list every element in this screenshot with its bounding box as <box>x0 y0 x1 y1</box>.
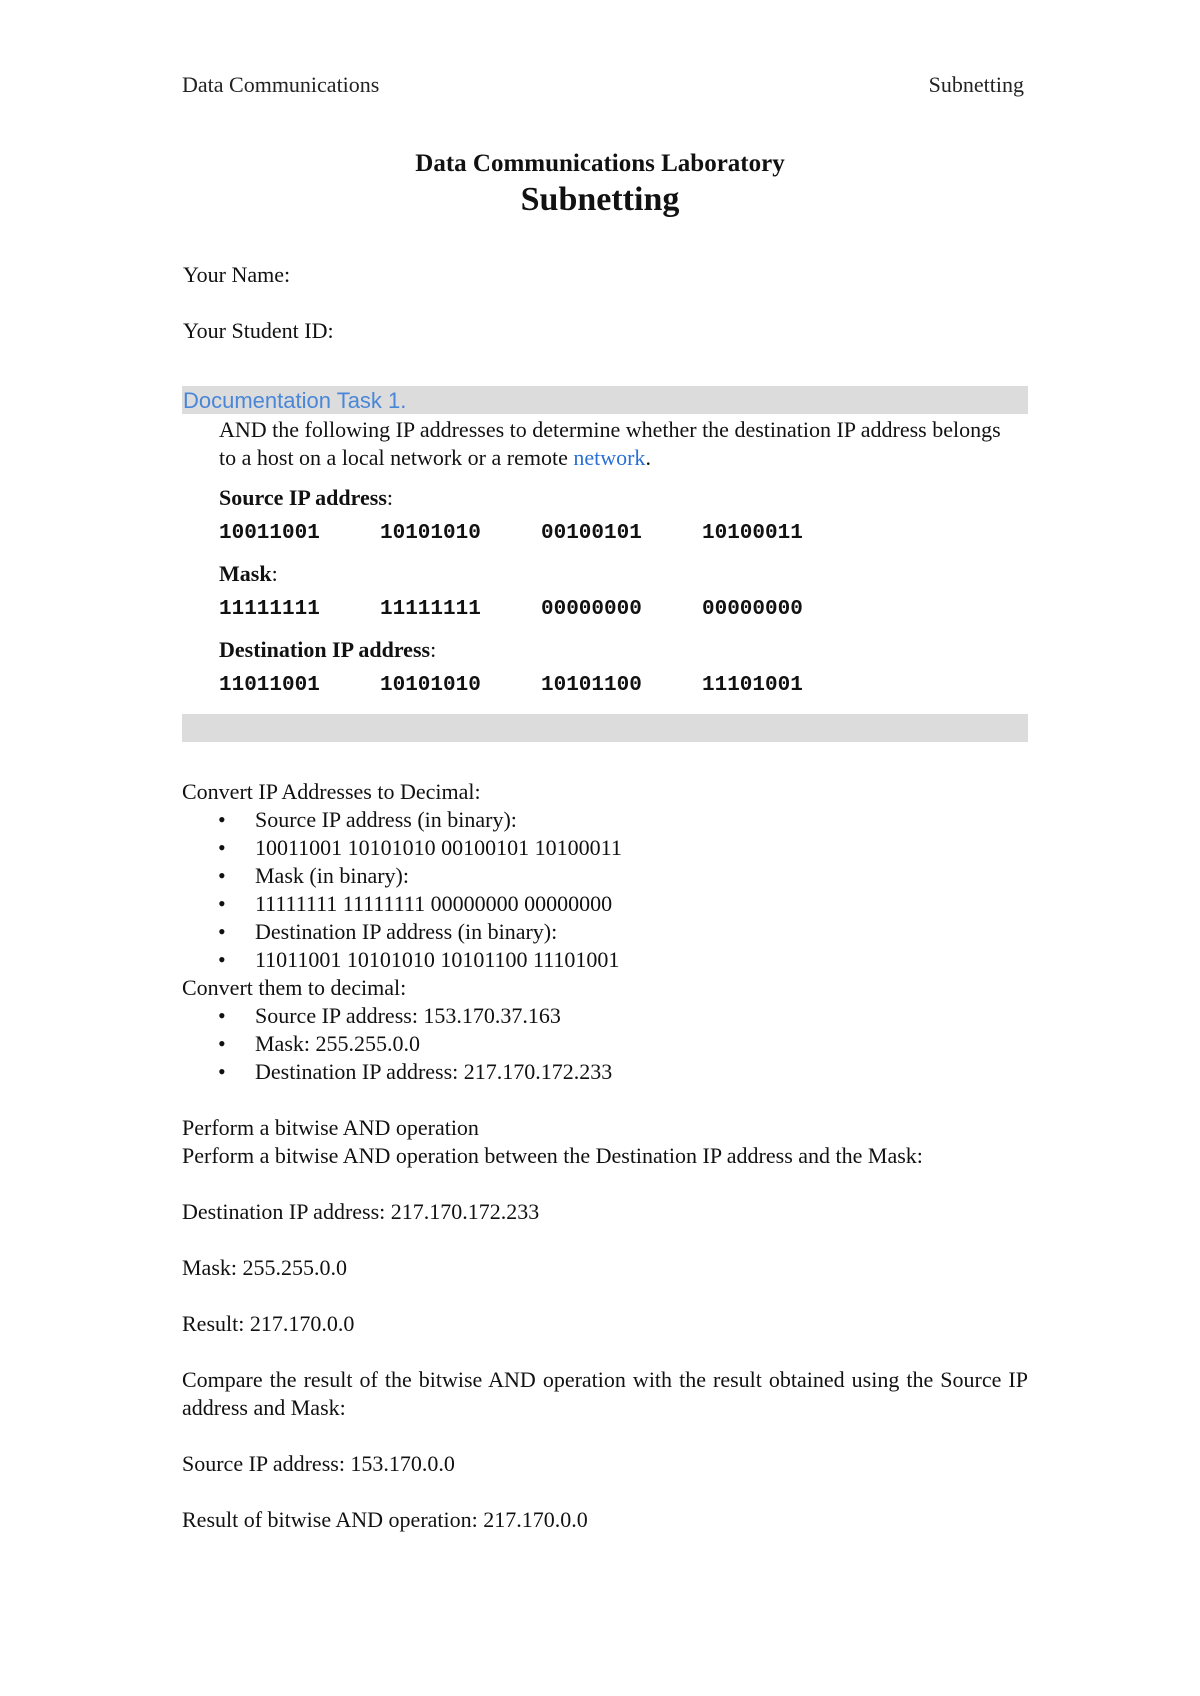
task-instruction <box>219 416 1009 472</box>
header-left: Data Communications <box>182 72 380 97</box>
mask-octet: 11111111 <box>380 598 481 621</box>
list-item: • Mask: 255.255.0.0 <box>182 1030 1028 1058</box>
title-block <box>0 148 1200 220</box>
task-heading <box>182 386 1028 414</box>
documentation-task-box <box>182 386 1028 742</box>
mask-octet: 00000000 <box>541 598 642 621</box>
list-item: • Source IP address (in binary): <box>182 806 1028 834</box>
destination-ip-label-text: Destination IP address <box>219 637 431 662</box>
source-octet: 10100011 <box>702 522 803 545</box>
instruction-end: . <box>645 445 651 470</box>
task-heading-suffix: . <box>400 388 407 413</box>
list-item: • 11011001 10101010 10101100 11101001 <box>182 946 1028 974</box>
mask-label-text: Mask <box>219 561 272 586</box>
name-field-label: Your Name: <box>183 262 291 287</box>
decimal-heading: Convert them to decimal: <box>182 975 407 1000</box>
task-body <box>182 416 1028 700</box>
destination-ip-binary-row <box>219 672 1028 700</box>
answer-body <box>182 778 1028 1534</box>
page-title: Subnetting <box>520 181 680 218</box>
and-result-line: Result of bitwise AND operation: 217.170.0.0 <box>182 1507 588 1532</box>
network-link[interactable]: network <box>573 445 646 470</box>
label-colon: : <box>430 637 437 662</box>
task-footer-bar <box>182 714 1028 742</box>
source-ip-label <box>219 484 1028 512</box>
list-item: • Destination IP address: 217.170.172.233 <box>182 1058 1028 1086</box>
task-heading-text: Documentation Task 1 <box>183 388 401 413</box>
header-right: Subnetting <box>928 72 1024 97</box>
decimal-bullet-list <box>182 1002 1028 1086</box>
source-octet: 10101010 <box>380 522 481 545</box>
result-line: Result: 217.170.0.0 <box>182 1311 355 1336</box>
destination-ip-label <box>219 636 1028 664</box>
lab-title: Data Communications Laboratory <box>415 150 785 177</box>
source-result-line: Source IP address: 153.170.0.0 <box>182 1451 455 1476</box>
source-ip-label-text: Source IP address <box>219 485 387 510</box>
list-item: • Mask (in binary): <box>182 862 1028 890</box>
destination-octet: 11101001 <box>702 674 803 697</box>
mask-octet: 11111111 <box>219 598 320 621</box>
source-octet: 10011001 <box>219 522 320 545</box>
source-octet: 00100101 <box>541 522 642 545</box>
label-colon: : <box>271 561 278 586</box>
label-colon: : <box>386 485 394 510</box>
mask-label <box>219 560 1028 588</box>
binary-bullet-list <box>182 806 1028 974</box>
mask-decimal-line: Mask: 255.255.0.0 <box>182 1255 347 1280</box>
convert-heading: Convert IP Addresses to Decimal: <box>182 779 481 804</box>
mask-binary-row <box>219 596 1028 624</box>
destination-octet: 10101100 <box>541 674 642 697</box>
instruction-text: AND the following IP addresses to determine whether the destination IP address belongs to a host on a local network or a remote <box>219 417 1001 470</box>
source-ip-binary-row <box>219 520 1028 548</box>
compare-paragraph: Compare the result of the bitwise AND operation with the result obtained using the Source IP address and Mask: <box>182 1367 1028 1420</box>
list-item: • 10011001 10101010 00100101 10100011 <box>182 834 1028 862</box>
list-item: • Destination IP address (in binary): <box>182 918 1028 946</box>
destination-octet: 10101010 <box>380 674 481 697</box>
mask-octet: 00000000 <box>702 598 803 621</box>
list-item: • Source IP address: 153.170.37.163 <box>182 1002 1028 1030</box>
destination-decimal-line: Destination IP address: 217.170.172.233 <box>182 1199 540 1224</box>
and-intro: Perform a bitwise AND operation between the Destination IP address and the Mask: <box>182 1143 923 1168</box>
destination-octet: 11011001 <box>219 674 320 697</box>
running-header <box>182 72 1024 98</box>
and-heading: Perform a bitwise AND operation <box>182 1115 479 1140</box>
list-item: • 11111111 11111111 00000000 00000000 <box>182 890 1028 918</box>
student-id-field-label: Your Student ID: <box>183 318 334 343</box>
